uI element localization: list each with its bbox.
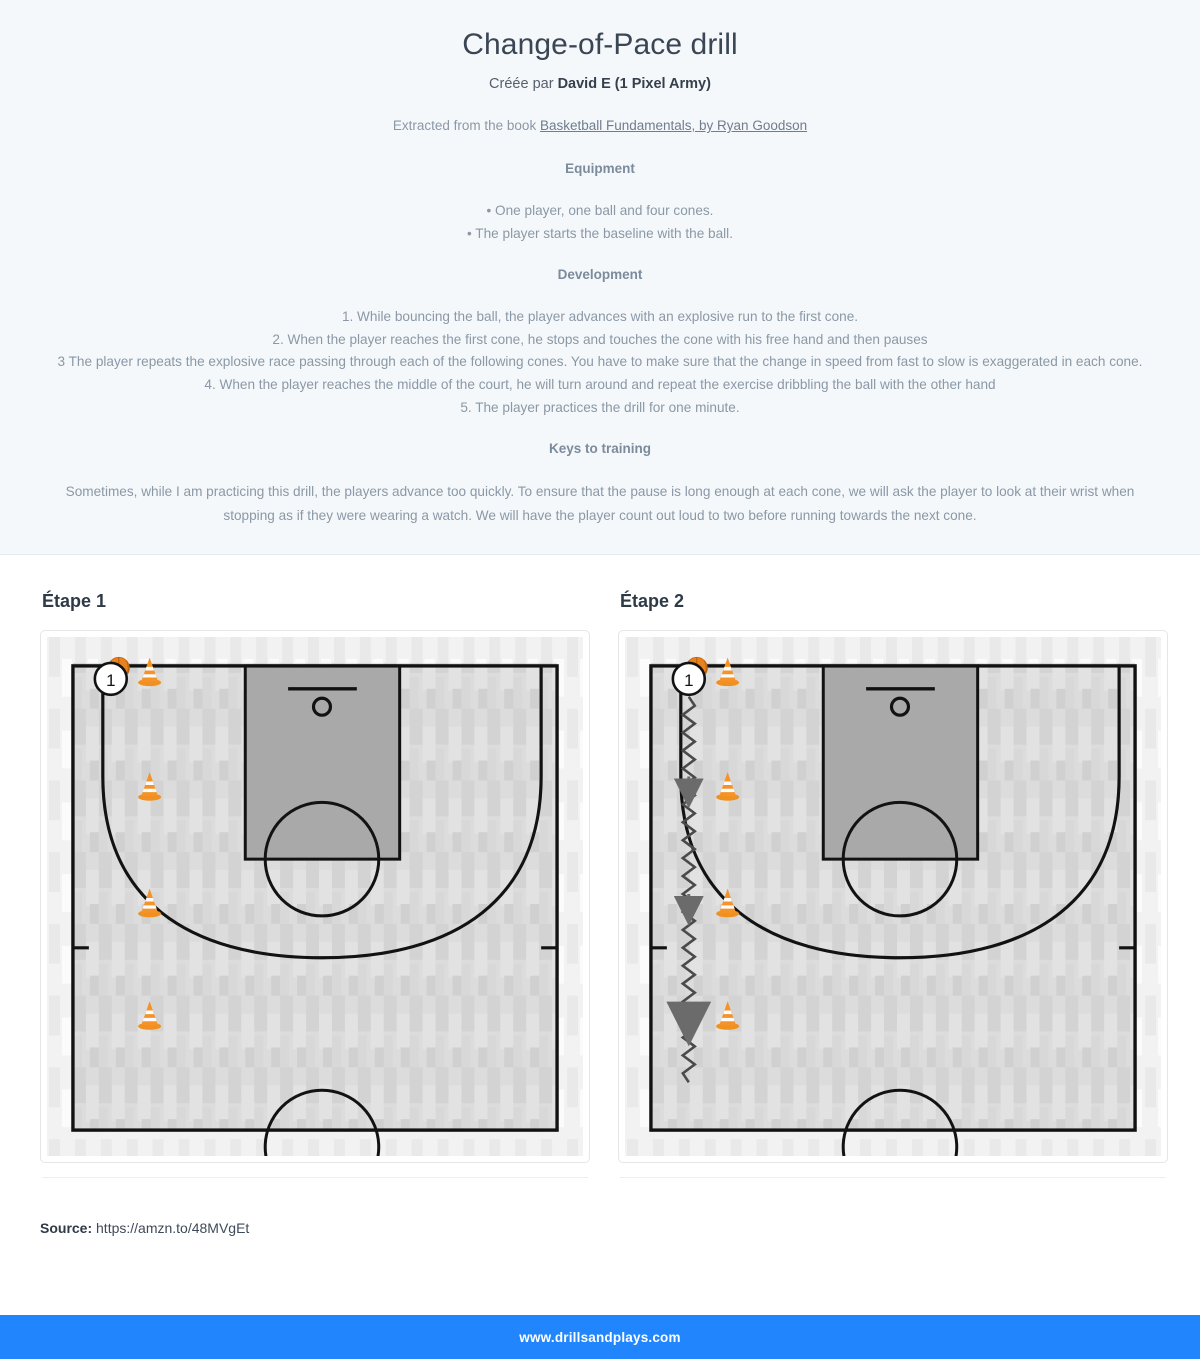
player-marker [673, 663, 705, 695]
extracted-prefix: Extracted from the book [392, 118, 540, 133]
footer-website[interactable]: www.drillsandplays.com [519, 1329, 681, 1345]
book-source-line [40, 118, 1160, 133]
player-marker [95, 663, 127, 695]
byline-prefix: Créée par [489, 76, 558, 92]
player-number: 1 [684, 670, 694, 690]
steps-container [0, 555, 1200, 1178]
book-title-link[interactable]: Basketball Fundamentals, by Ryan Goodson [539, 118, 808, 133]
step-divider [620, 1177, 1166, 1178]
step-title: Étape 1 [42, 591, 107, 612]
development-heading: Development [557, 267, 643, 283]
author-byline [40, 76, 1160, 92]
development-step: 1. While bouncing the ball, the player advances with an explosive run to the first cone. [341, 309, 859, 325]
equipment-item: • The player starts the baseline with the ball. [467, 225, 733, 241]
site-footer [0, 1315, 1200, 1359]
development-step: 5. The player practices the drill for one minute. [460, 399, 740, 415]
drill-info-panel [0, 0, 1200, 555]
source-url[interactable]: https://amzn.to/48MVgEt [96, 1220, 250, 1237]
step-title: Étape 2 [620, 591, 685, 612]
development-step: 4. When the player reaches the middle of the court, he will turn around and repeat the exercise dribbling the ball with the other hand [204, 376, 996, 392]
keys-text: Sometimes, while I am practicing this drill, the players advance too quickly. To ensure that the pause is long enough at each cone, we will ask the player to look at their wrist when stopping as if they were wearing a watch. We will have the player count out loud to two before running towards the next cone. [65, 484, 1135, 524]
source-label: Source: [40, 1220, 93, 1237]
court-diagram-1[interactable] [40, 630, 590, 1163]
step-1 [40, 583, 590, 1178]
equipment-item: • One player, one ball and four cones. [486, 203, 714, 218]
development-step: 3 The player repeats the explosive race passing through each of the following cones. You have to make sure that the change in speed from fast to slow is exaggerated in each cone. [57, 354, 1143, 370]
development-step: 2. When the player reaches the first cone, he stops and touches the cone with his free hand and then pauses [272, 331, 928, 347]
step-divider [42, 1177, 588, 1178]
equipment-heading: Equipment [565, 161, 635, 176]
court-diagram-2[interactable] [618, 630, 1168, 1163]
key-paint-area [245, 666, 399, 859]
step-2 [618, 583, 1168, 1178]
byline-author: David E (1 Pixel Army) [557, 76, 711, 92]
page-title: Change-of-Pace drill [462, 28, 738, 61]
key-paint-area [823, 666, 977, 859]
player-number: 1 [106, 670, 116, 690]
keys-heading: Keys to training [548, 441, 651, 457]
source-line [0, 1178, 1200, 1236]
